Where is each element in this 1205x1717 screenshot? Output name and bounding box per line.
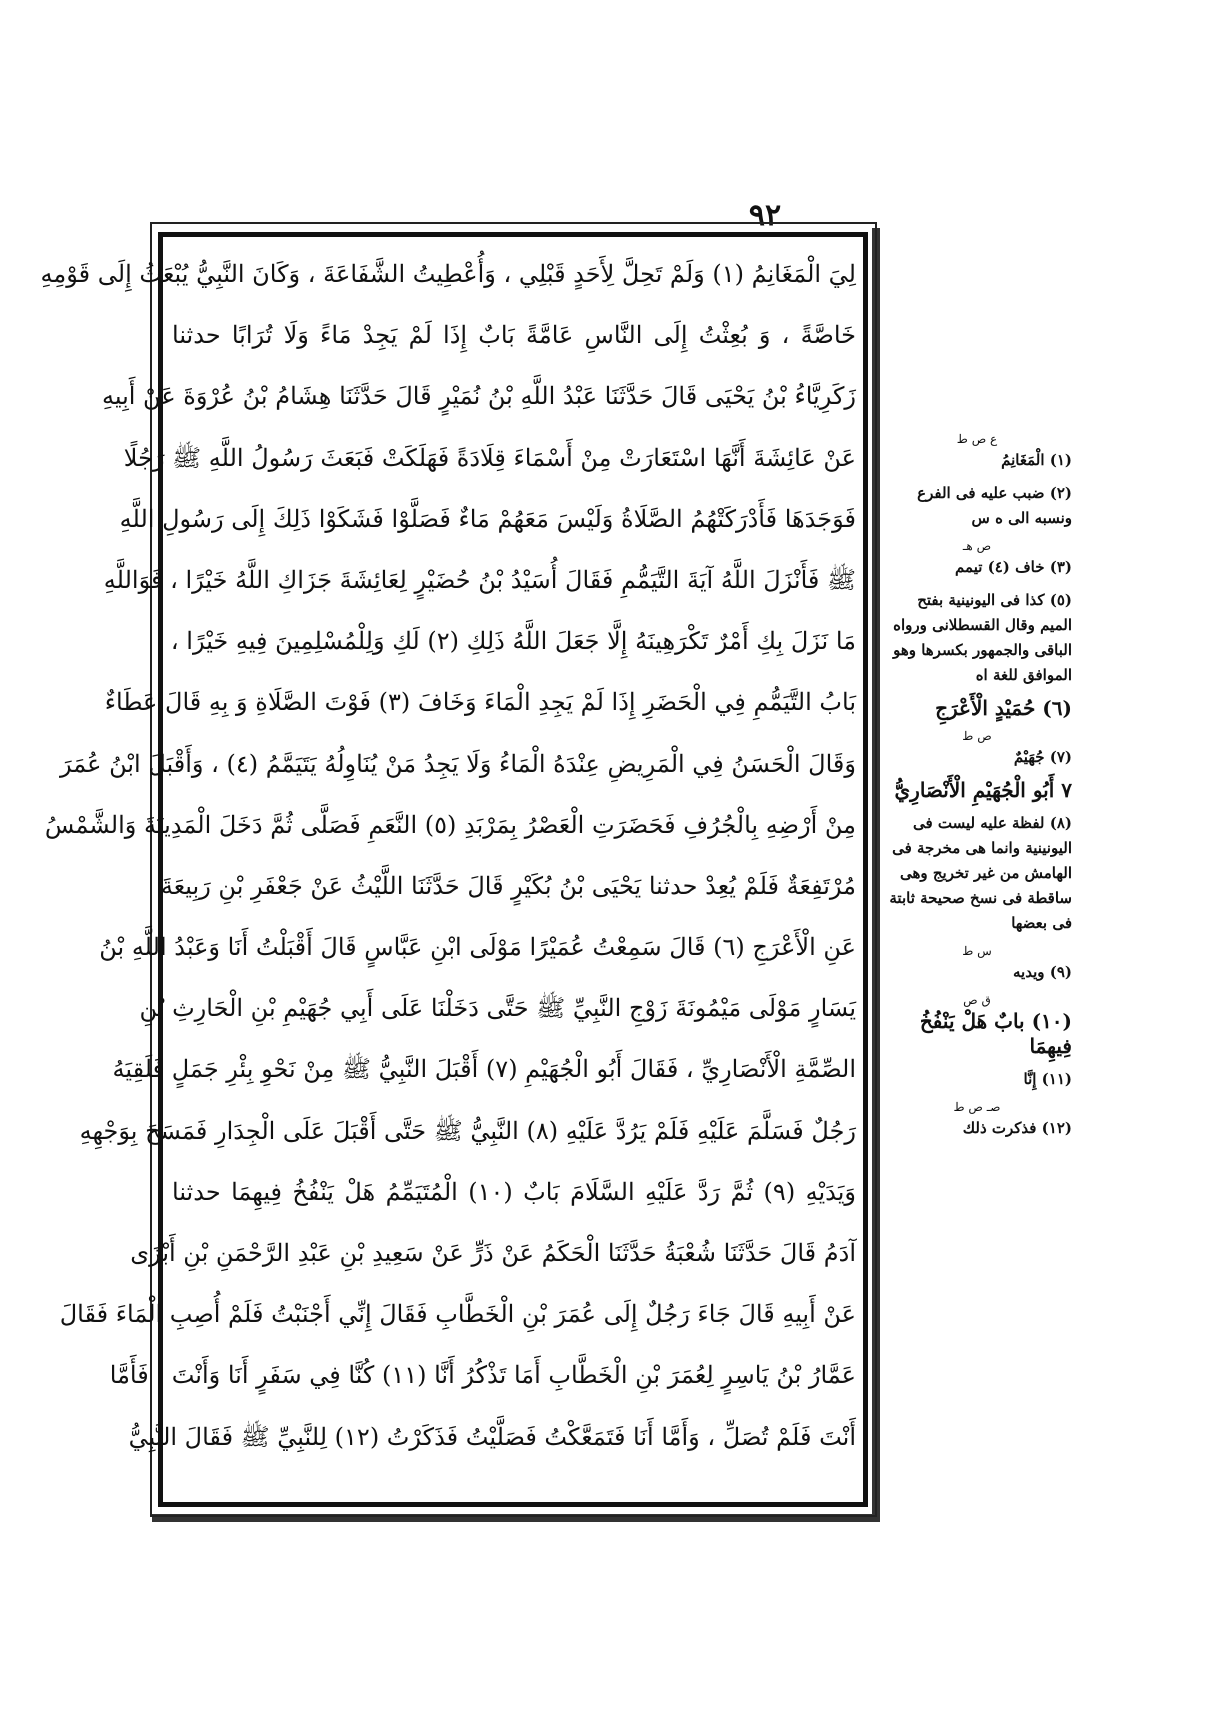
text-line: بَابُ التَّيَمُّمِ فِي الْحَضَرِ إِذَا لَمْ يَجِدِ الْمَاءَ وَخَافَ (٣) فَوْتَ الصَّلَاةِ وَ بِهِ قَالَ عَطَاءٌ xyxy=(104,688,856,717)
note-text: (١٠) بابٌ هَلْ يَنْفُخُ فِيهِمَا xyxy=(919,1009,1072,1058)
text-line: زَكَرِيَّاءُ بْنُ يَحْيَى قَالَ حَدَّثَنَا عَبْدُ اللَّهِ بْنُ نُمَيْرٍ قَالَ حَدَّثَنَا هِشَامُ بْنُ عُرْوَةَ عَنْ أَبِيهِ xyxy=(101,382,856,411)
margin-note xyxy=(882,993,1072,1059)
margin-note xyxy=(882,944,1072,985)
note-text: (٨) لفظة عليه ليست فى اليونينية وانما هى مخرجة فى الهامش من غير تخريج وهى ساقطة فى نسخ صحيحة ثابتة فى بعضها xyxy=(889,814,1072,932)
text-line: مَا نَزَلَ بِكِ أَمْرٌ تَكْرَهِينَهُ إِلَّا جَعَلَ اللَّهُ ذَلِكِ (٢) لَكِ وَلِلْمُسْلِمِينَ فِيهِ خَيْرًا ، xyxy=(170,627,856,656)
text-line: ﷺ فَأَنْزَلَ اللَّهُ آيَةَ التَّيَمُّمِ فَقَالَ أُسَيْدُ بْنُ حُضَيْرٍ لِعَائِشَةَ جَزَاكِ اللَّهُ خَيْرًا ، فَوَاللَّهِ xyxy=(103,565,856,594)
note-text: ٧ أَبُو الْجُهَيْمِ الْأَنْصَارِيُّ xyxy=(894,778,1072,802)
margin-note xyxy=(882,539,1072,580)
note-text: (٩) ويديه xyxy=(1013,963,1072,981)
text-line: عَنِ الْأَعْرَجِ (٦) قَالَ سَمِعْتُ عُمَيْرًا مَوْلَى ابْنِ عَبَّاسٍ قَالَ أَقْبَلْتُ أَنَا وَعَبْدُ اللَّهِ بْنُ xyxy=(99,933,856,962)
note-siglum: س ط xyxy=(962,944,992,958)
text-line: رَجُلٌ فَسَلَّمَ عَلَيْهِ فَلَمْ يَرُدَّ عَلَيْهِ (٨) النَّبِيُّ ﷺ حَتَّى أَقْبَلَ عَلَى الْجِدَارِ فَمَسَحَ بِوَجْهِهِ xyxy=(79,1116,856,1145)
margin-notes xyxy=(882,432,1072,1149)
note-text: (١) الْمَغَانِمُ xyxy=(1001,451,1072,469)
text-line: وَقَالَ الْحَسَنُ فِي الْمَرِيضِ عِنْدَهُ الْمَاءُ وَلَا يَجِدُ مَنْ يُنَاوِلُهُ يَتَيَمَّمُ (٤) ، وَأَقْبَلَ ابْنُ عُمَرَ xyxy=(60,749,856,778)
text-line: فَوَجَدَهَا فَأَدْرَكَتْهُمُ الصَّلَاةُ وَلَيْسَ مَعَهُمْ مَاءٌ فَصَلَّوْا فَشَكَوْا ذَلِكَ إِلَى رَسُولِ اللَّهِ xyxy=(119,504,856,533)
note-siglum: ص ط xyxy=(962,729,992,743)
text-line: آدَمُ قَالَ حَدَّثَنَا شُعْبَةُ حَدَّثَنَا الْحَكَمُ عَنْ ذَرٍّ عَنْ سَعِيدِ بْنِ عَبْدِ الرَّحْمَنِ بْنِ أَبْزَى xyxy=(130,1239,856,1267)
margin-note xyxy=(882,1067,1072,1092)
note-text: (٥) كذا فى اليونينية بفتح الميم وقال القسطلانى ورواه الباقى والجمهور بكسرها وهو الموافق للغة اه xyxy=(893,591,1072,684)
note-siglum: ق ص xyxy=(963,993,991,1007)
text-line: مُرْتَفِعَةٌ فَلَمْ يُعِدْ حدثنا يَحْيَى بْنُ بُكَيْرٍ قَالَ حَدَّثَنَا اللَّيْثُ عَنْ جَعْفَرِ بْنِ رَبِيعَةَ xyxy=(160,871,856,900)
margin-note xyxy=(882,811,1072,936)
note-text: (٢) ضبب عليه فى الفرع ونسبه الى ه س xyxy=(917,484,1072,527)
text-line: عَمَّارُ بْنُ يَاسِرٍ لِعُمَرَ بْنِ الْخَطَّابِ أَمَا تَذْكُرُ أَنَّا (١١) كُنَّا فِي سَفَرٍ أَنَا وَأَنْتَ ، فَأَمَّا xyxy=(109,1361,856,1390)
note-text: (٧) جُهَيْمٌ xyxy=(1013,748,1072,766)
note-text: (١٢) فذكرت ذلك xyxy=(962,1119,1072,1137)
text-line: مِنْ أَرْضِهِ بِالْجُرُفِ فَحَضَرَتِ الْعَصْرُ بِمَرْبَدِ (٥) النَّعَمِ فَصَلَّى ثُمَّ دَخَلَ الْمَدِينَةَ وَالشَّمْسُ xyxy=(44,810,856,839)
note-siglum: ص هـ xyxy=(962,539,992,553)
margin-note xyxy=(882,432,1072,473)
note-text: (١١) إِنَّا xyxy=(1023,1070,1072,1088)
margin-note xyxy=(882,729,1072,770)
page-number: ٩٢ xyxy=(748,198,782,233)
note-siglum: ع ص ط xyxy=(956,432,998,446)
note-siglum: صـ ص ط xyxy=(953,1100,1001,1114)
text-line: عَنْ أَبِيهِ قَالَ جَاءَ رَجُلٌ إِلَى عُمَرَ بْنِ الْخَطَّابِ فَقَالَ إِنِّي أَجْنَبْتُ فَلَمْ أُصِبِ الْمَاءَ فَقَالَ xyxy=(59,1300,856,1329)
text-line: عَنْ عَائِشَةَ أَنَّهَا اسْتَعَارَتْ مِنْ أَسْمَاءَ قِلَادَةً فَهَلَكَتْ فَبَعَثَ رَسُولُ اللَّهِ ﷺ رَجُلًا xyxy=(123,443,856,472)
text-line: يَسَارٍ مَوْلَى مَيْمُونَةَ زَوْجِ النَّبِيِّ ﷺ حَتَّى دَخَلْنَا عَلَى أَبِي جُهَيْمِ بْنِ الْحَارِثِ بْنِ xyxy=(139,994,856,1023)
text-line: أَنْتَ فَلَمْ تُصَلِّ ، وَأَمَّا أَنَا فَتَمَعَّكْتُ فَصَلَّيْتُ فَذَكَرْتُ (١٢) لِلنَّبِيِّ ﷺ فَقَالَ النَّبِيُّ xyxy=(128,1422,856,1451)
text-line: خَاصَّةً ، وَ بُعِثْتُ إِلَى النَّاسِ عَامَّةً بَابٌ إِذَا لَمْ يَجِدْ مَاءً وَلَا تُرَابًا حدثنا xyxy=(172,321,856,350)
note-text: (٣) خاف (٤) تيمم xyxy=(955,558,1072,576)
margin-note xyxy=(882,1100,1072,1141)
text-line: لِيَ الْمَغَانِمُ (١) وَلَمْ تَحِلَّ لِأَحَدٍ قَبْلِي ، وَأُعْطِيتُ الشَّفَاعَةَ ، وَكَانَ النَّبِيُّ يُبْعَثُ إِلَى قَوْمِهِ xyxy=(40,260,856,288)
margin-note xyxy=(882,588,1072,688)
margin-note xyxy=(882,481,1072,531)
text-line: وَيَدَيْهِ (٩) ثُمَّ رَدَّ عَلَيْهِ السَّلَامَ بَابٌ (١٠) الْمُتَيَمِّمُ هَلْ يَنْفُخُ فِيهِمَا حدثنا xyxy=(172,1177,856,1206)
margin-note xyxy=(882,778,1072,803)
text-line: الصِّمَّةِ الْأَنْصَارِيِّ ، فَقَالَ أَبُو الْجُهَيْمِ (٧) أَقْبَلَ النَّبِيُّ ﷺ مِنْ نَحْوِ بِئْرِ جَمَلٍ فَلَقِيَهُ xyxy=(112,1055,856,1084)
note-text: (٦) حُمَيْدٍ الْأَعْرَجِ xyxy=(935,696,1072,720)
main-text-block xyxy=(40,244,856,1468)
margin-note xyxy=(882,696,1072,721)
